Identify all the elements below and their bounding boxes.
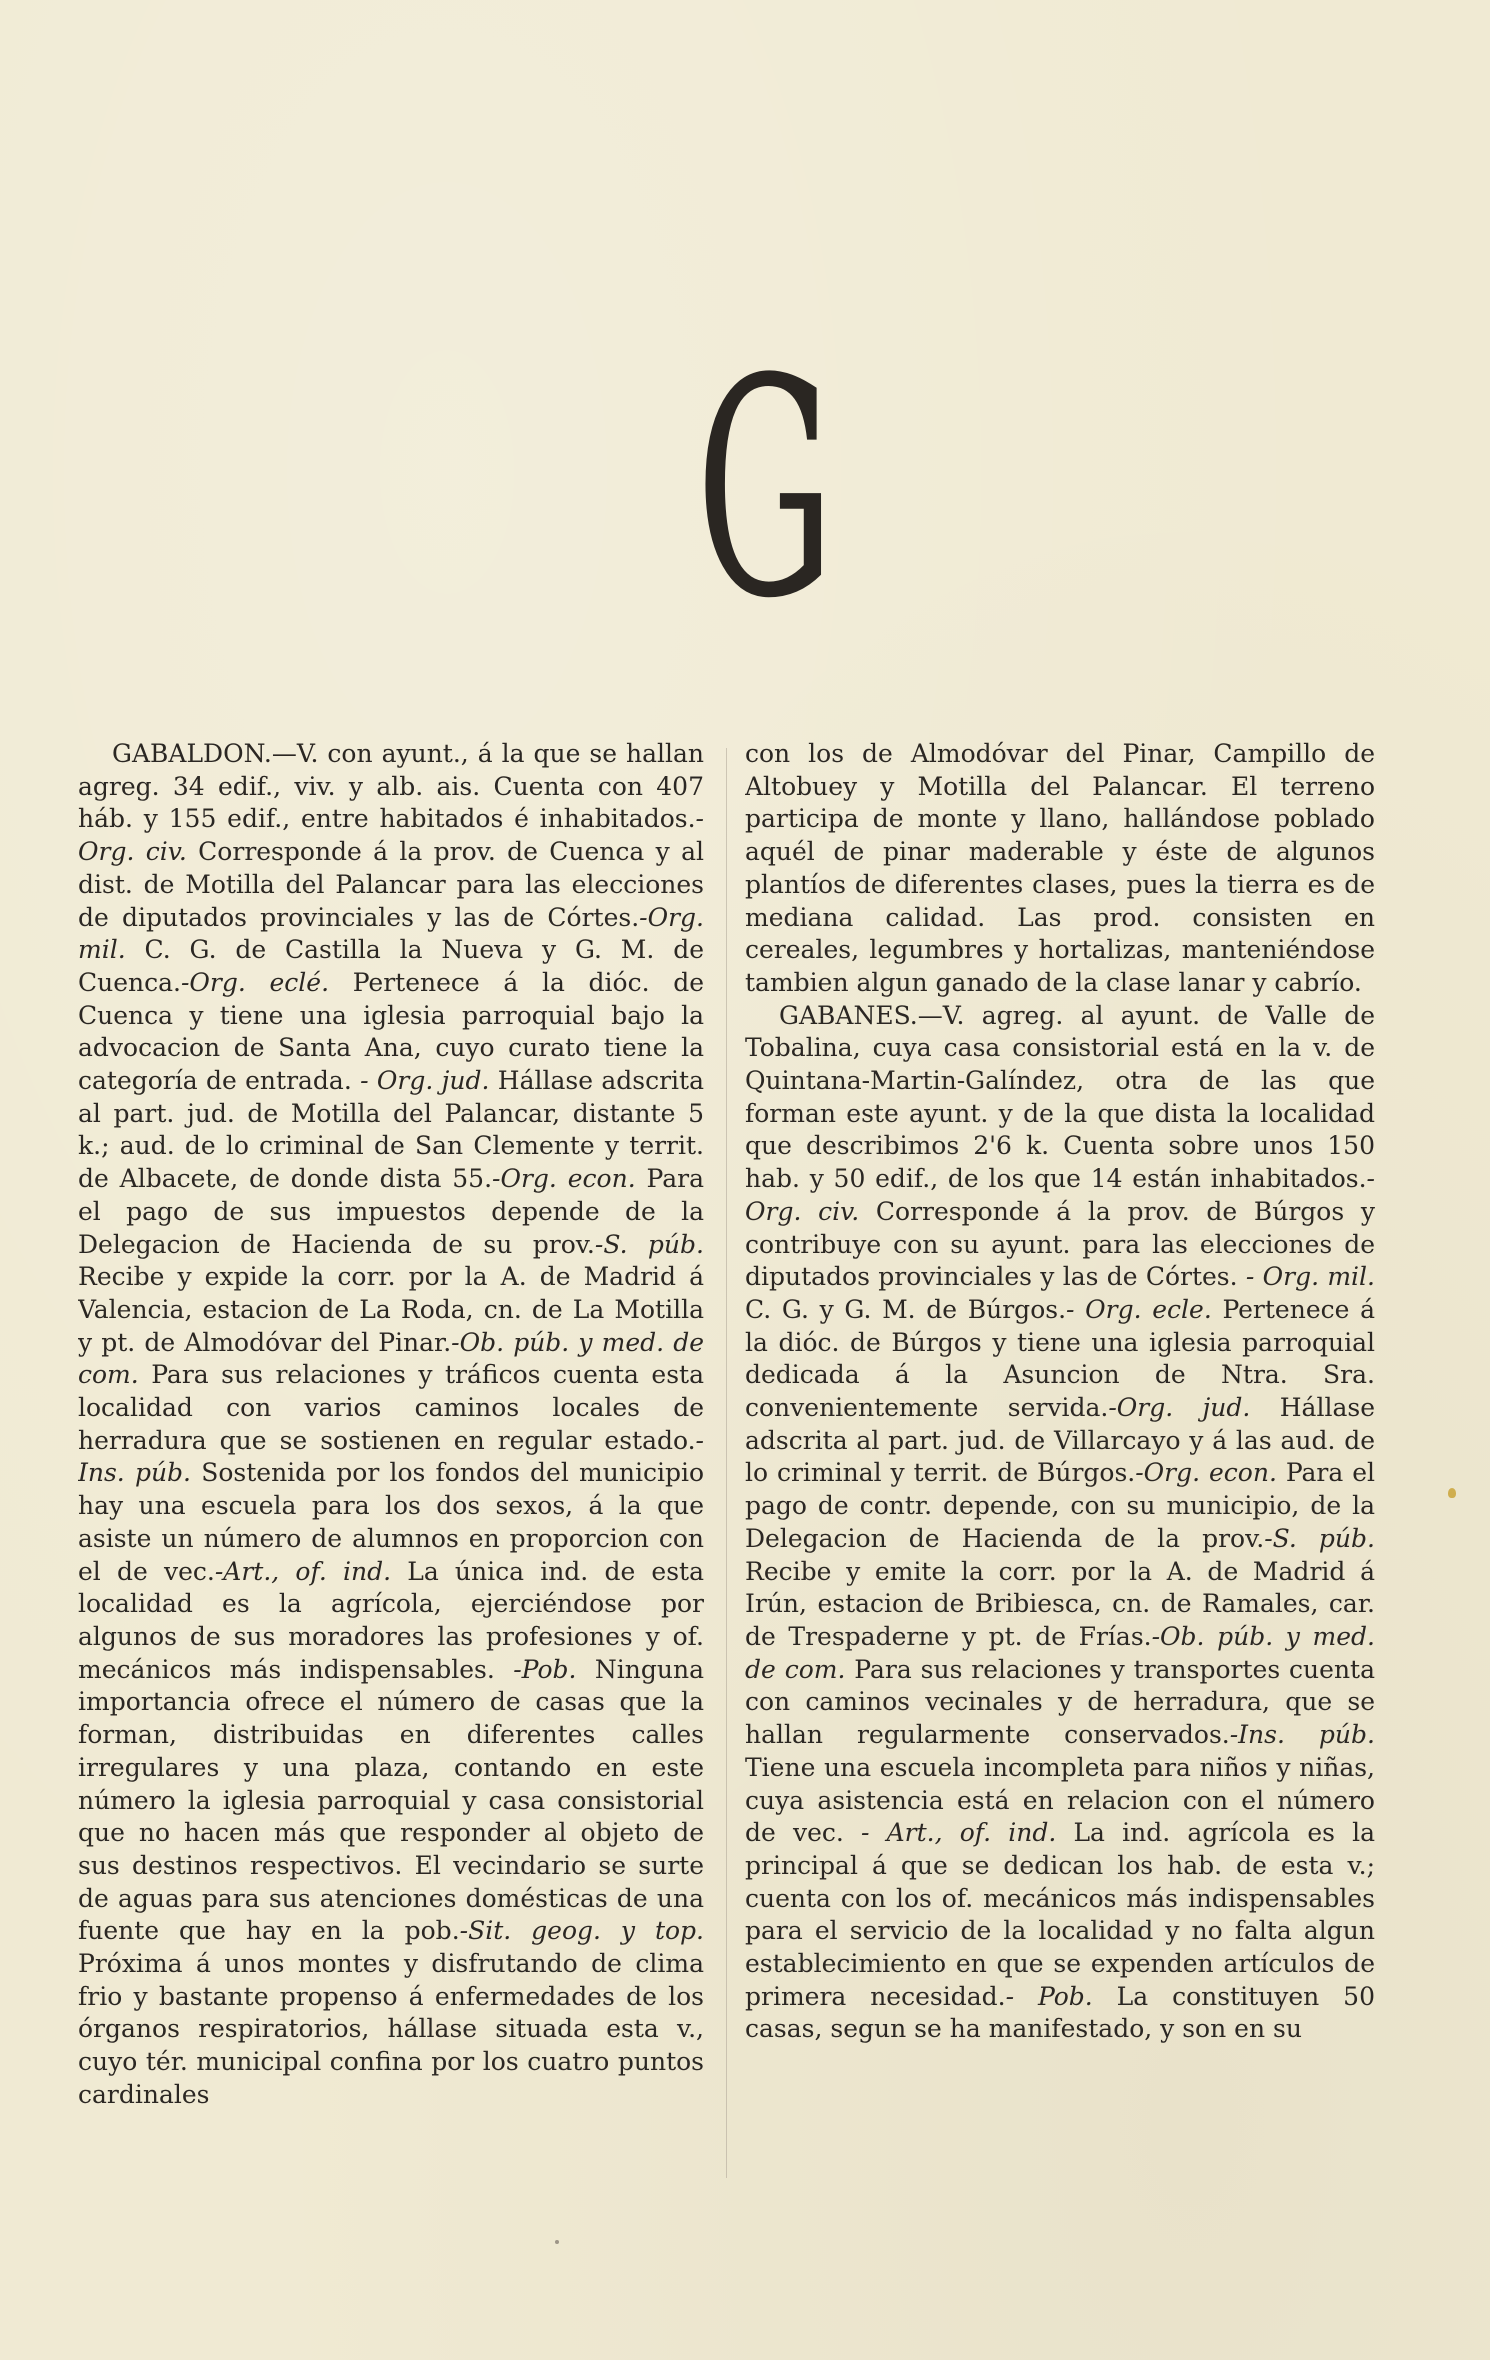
subheading-ob-pub: -Ob. púb. y med. de com. bbox=[78, 1327, 704, 1390]
entry-text: Hállase adscrita al part. jud. de Villarcayo y á las aud. de lo criminal y territ. de Búrgos. bbox=[745, 1393, 1375, 1488]
entry-text: Para sus relaciones y tráficos cuenta esta localidad con varios caminos locales de herradura que se sostienen en regular estado. bbox=[78, 1360, 704, 1455]
entry-text: Pertenece á la dióc. de Cuenca y tiene una iglesia parroquial bajo la advocacion de Santa Ana, cuyo curato tiene la categoría de entrada. bbox=[78, 967, 704, 1096]
entry-text: Tiene una escuela incompleta para niños y niñas, cuya asistencia está en relacion con el número de vec. bbox=[745, 1752, 1375, 1848]
entry-text: Recibe y expide la corr. por la A. de Madrid á Valencia, estacion de La Roda, cn. de La Motilla y pt. de Almodóvar del Pinar. bbox=[78, 1262, 704, 1357]
subheading-org-ecle: -Org. eclé. bbox=[180, 967, 330, 997]
entry-text: GABANES.—V. agreg. al ayunt. de Valle de Tobalina, cuya casa consistorial está en la v. de Quintana-Martin-Galíndez, otra de las que forman este ayunt. y de la que dista la localidad que describimos 2'6 k. Cuenta sobre unos 150 hab. y 50 edif., de los que 14 están inhabitados. bbox=[745, 1000, 1375, 1194]
entry-text: La única ind. de esta localidad es la agrícola, ejerciéndose por algunos de sus moradores las profesiones y of. mecánicos más indispensables. bbox=[78, 1556, 704, 1684]
ink-smudge bbox=[1448, 1488, 1456, 1498]
entry-gabaldon-continuation: con los de Almodóvar del Pinar, Campillo de Altobuey y Motilla del Palancar. El terreno participa de monte y llano, hallándose poblado aquél de pinar maderable y éste de algunos plantíos de diferentes clases, pues la tierra es de mediana calidad. Las prod. consisten en cereales, legumbres y hortalizas, manteniéndose tambien algun ganado de la clase lanar y cabrío. bbox=[745, 739, 1375, 997]
subheading-org-econ: -Org. econ. bbox=[1135, 1458, 1277, 1488]
entry-text: C. G. de Castilla la Nueva y G. M. de Cuenca. bbox=[78, 935, 704, 997]
subheading-org-jud: - Org. jud. bbox=[360, 1066, 490, 1096]
left-column bbox=[78, 738, 704, 2178]
subheading-s-pub: -S. púb. bbox=[1264, 1523, 1375, 1553]
entry-text: Corresponde á la prov. de Búrgos y contribuye con su ayunt. para las elecciones de diputados provinciales y las de Córtes. bbox=[745, 1196, 1375, 1292]
subheading-pob: - Pob. bbox=[1005, 1981, 1093, 2011]
subheading-org-mil: -Org. mil. bbox=[78, 902, 704, 965]
column-divider bbox=[726, 748, 727, 2178]
subheading-org-civ: -Org. civ. bbox=[745, 1164, 1375, 1226]
entry-text: Para sus relaciones y transportes cuenta con caminos vecinales y de herradura, que se hallan regularmente conservados. bbox=[745, 1654, 1375, 1750]
print-speck bbox=[555, 2240, 559, 2244]
entry-text: La constituyen 50 casas, segun se ha manifestado, y son en su bbox=[745, 1981, 1375, 2044]
entry-text: Corresponde á la prov. de Cuenca y al dist. de Motilla del Palancar para las elecciones de diputados provinciales y las de Córtes. bbox=[78, 837, 704, 932]
subheading-ins-pub: -Ins. púb. bbox=[78, 1425, 704, 1488]
subheading-pob: -Pob. bbox=[513, 1654, 577, 1684]
entry-text: Sostenida por los fondos del municipio hay una escuela para los dos sexos, á la que asiste un número de alumnos en proporcion con el de vec. bbox=[78, 1458, 704, 1586]
section-letter-heading: G bbox=[695, 315, 835, 664]
entry-text: Recibe y emite la corr. por la A. de Madrid á Irún, estacion de Bribiesca, cn. de Ramales, car. de Trespaderne y pt. de Frías. bbox=[745, 1556, 1375, 1651]
subheading-ob-pub: -Ob. púb. y med. de com. bbox=[745, 1621, 1375, 1684]
entry-text: Para el pago de contr. depende, con su municipio, de la Delegacion de Hacienda de la prov. bbox=[745, 1458, 1375, 1553]
entry-text: Próxima á unos montes y disfrutando de clima frio y bastante propenso á enfermedades de los órganos respiratorios, hállase situada esta v., cuyo tér. municipal confina por los cuatro puntos cardinales bbox=[78, 1949, 704, 2109]
entry-text: C. G. y G. M. de Búrgos. bbox=[745, 1294, 1067, 1324]
subheading-org-econ: -Org. econ. bbox=[492, 1164, 636, 1194]
subheading-sit-geog: -Sit. geog. y top. bbox=[459, 1916, 704, 1946]
entry-gabanes bbox=[745, 1000, 1375, 2047]
entry-gabaldon bbox=[78, 738, 704, 2112]
entry-text: La ind. agrícola es la principal á que se dedican los hab. de esta v.; cuenta con los of. mecánicos más indispensables para el servicio de la localidad y no falta algun establecimiento en que se expenden artículos de primera necesidad. bbox=[745, 1818, 1375, 2011]
subheading-org-mil: - Org. mil. bbox=[1245, 1262, 1375, 1292]
entry-text: Ninguna importancia ofrece el número de casas que la forman, distribuidas en diferentes calles irregulares y una plaza, contando en este número la iglesia parroquial y casa consistorial que no hacen más que responder al objeto de sus destinos respectivos. El vecindario se surte de aguas para sus atenciones domésticas de una fuente que hay en la pob. bbox=[78, 1654, 704, 1946]
subheading-org-ecle: - Org. ecle. bbox=[1066, 1294, 1212, 1324]
subheading-art-of-ind: -Art., of. ind. bbox=[214, 1556, 392, 1586]
entry-text: Hállase adscrita al part. jud. de Motilla del Palancar, distante 5 k.; aud. de lo criminal de San Clemente y territ. de Albacete, de donde dista 55. bbox=[78, 1066, 704, 1194]
subheading-org-civ: -Org. civ. bbox=[78, 804, 704, 867]
subheading-ins-pub: -Ins. púb. bbox=[1229, 1720, 1375, 1750]
subheading-art-of-ind: - Art., of. ind. bbox=[861, 1818, 1057, 1848]
right-column bbox=[745, 738, 1375, 2178]
subheading-org-jud: -Org. jud. bbox=[1108, 1393, 1251, 1423]
entry-text: GABALDON.—V. con ayunt., á la que se hallan agreg. 34 edif., viv. y alb. ais. Cuenta con 407 háb. y 155 edif., entre habitados é inhabitados. bbox=[78, 739, 704, 834]
entry-text: Pertenece á la dióc. de Búrgos y tiene una iglesia parroquial dedicada á la Asuncion de Ntra. Sra. convenientemente servida. bbox=[745, 1294, 1375, 1423]
entry-text: Para el pago de sus impuestos depende de la Delegacion de Hacienda de su prov. bbox=[78, 1164, 704, 1259]
subheading-s-pub: -S. púb. bbox=[594, 1229, 704, 1259]
